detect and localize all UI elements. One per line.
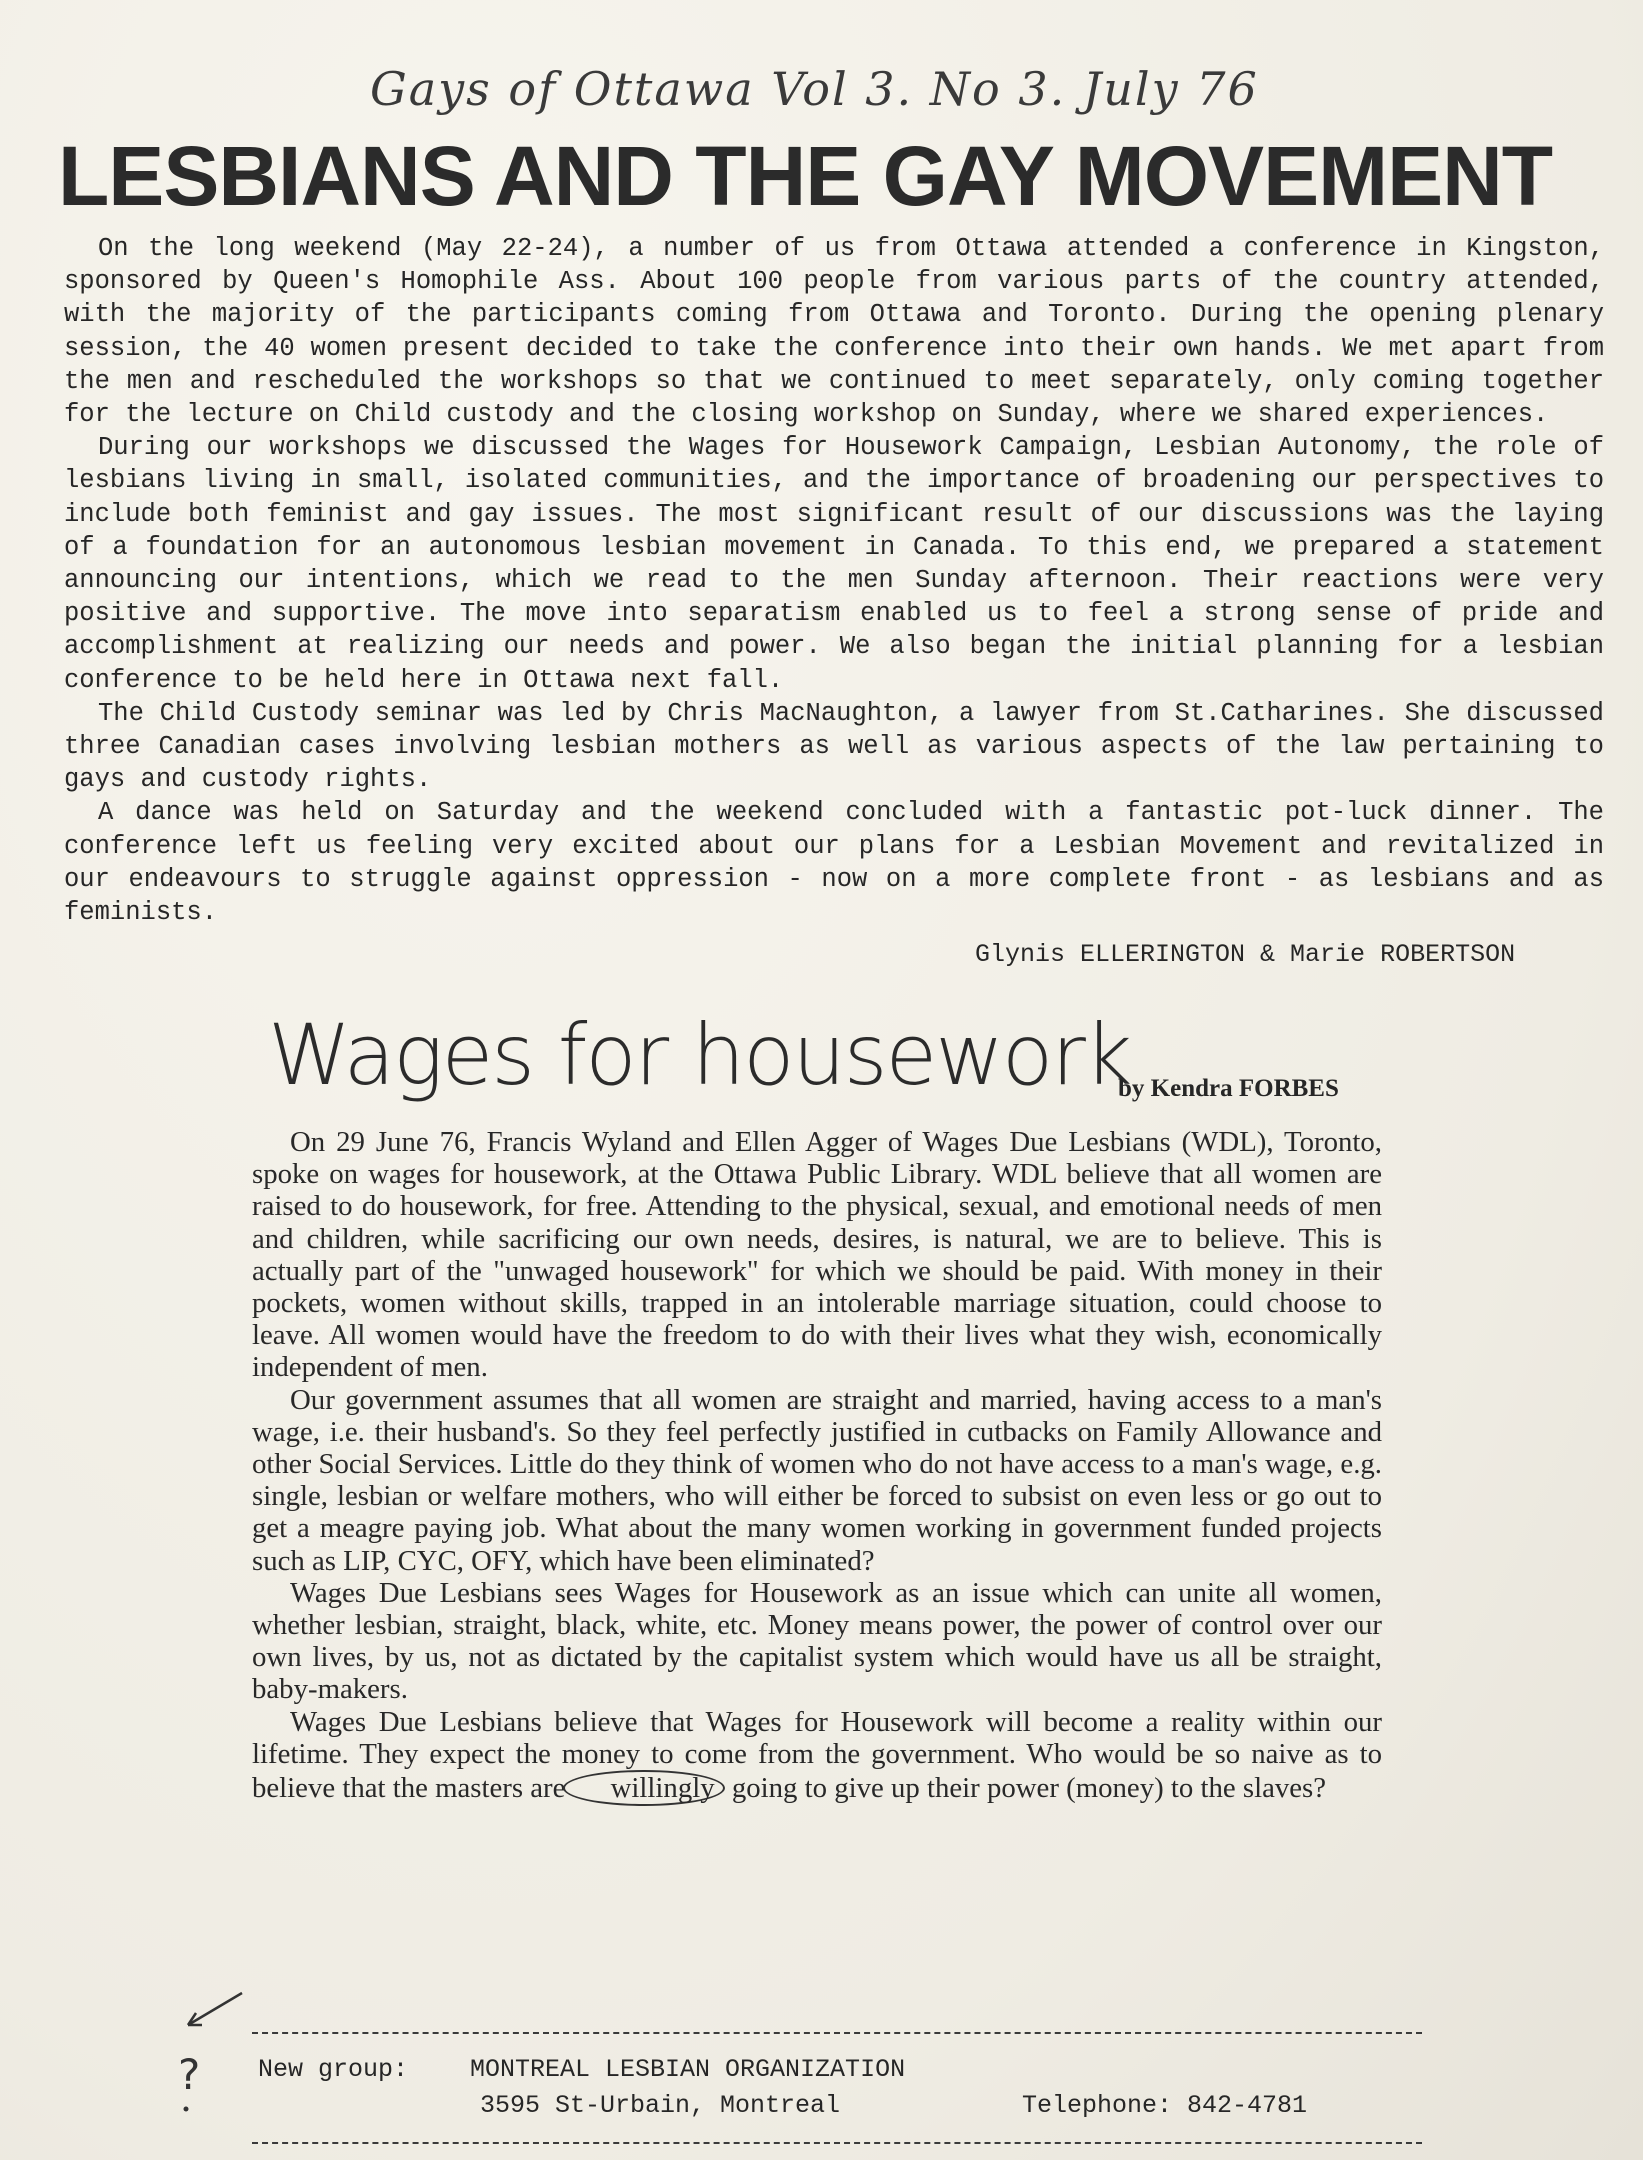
headline: LESBIANS AND THE GAY MOVEMENT xyxy=(58,129,1553,223)
handwritten-annotation: Gays of Ottawa Vol 3. No 3. July 76 xyxy=(370,62,1259,116)
article1-paragraph: During our workshops we discussed the Wages for Housework Campaign, Lesbian Autonomy, the role of lesbians living in small, isolated communities, and the importance of broadening our perspectives to include both feminist and gay issues. The most significant result of our discussions was the laying of a foundation for an autonomous lesbian movement in Canada. To this end, we prepared a statement announcing our intentions, which we read to the men Sunday afternoon. Their reactions were very positive and supportive. The move into separatism enabled us to feel a strong sense of pride and accomplishment at realizing our needs and power. We also began the initial planning for a lesbian conference to be held here in Ottawa next fall. xyxy=(64,433,1604,695)
article2-paragraph: Wages Due Lesbians sees Wages for Housework as an issue which can unite all women, whether lesbian, straight, black, white, etc. Money means power, the power of control over our own lives, by us, not as dictated by the capitalist system which would have us all be straight, baby-makers. xyxy=(252,1576,1382,1706)
article-lesbians-gay-movement xyxy=(64,232,1604,929)
circled-word: willingly xyxy=(563,1770,725,1806)
article2-byline: by Kendra FORBES xyxy=(1118,1075,1339,1102)
handwritten-arrow-icon xyxy=(160,1985,250,2115)
question-mark: ? xyxy=(178,2050,201,2099)
article1-byline: Glynis ELLERINGTON & Marie ROBERTSON xyxy=(975,940,1516,969)
article2-title: Wages for housework xyxy=(268,1006,1131,1104)
footer-telephone: Telephone: 842-4781 xyxy=(1022,2091,1308,2120)
article2-paragraph: On 29 June 76, Francis Wyland and Ellen Agger of Wages Due Lesbians (WDL), Toronto, spoke on wages for housework, at the Ottawa Public Library. WDL believe that all women are raised to do housework, for free. Attending to the physical, sexual, and emotional needs of men and children, while sacrificing our own needs, desires, is natural, we are to believe. This is actually part of the "unwaged housework" for which we should be paid. With money in their pockets, women without skills, trapped in an intolerable marriage situation, could choose to leave. All women would have the freedom to do with their lives what they wish, economically independent of men. xyxy=(252,1126,1382,1384)
divider-top xyxy=(252,2032,1422,2034)
article2-paragraph: Our government assumes that all women are straight and married, having access to a man's wage, i.e. their husband's. So they feel perfectly justified in cutbacks on Family Allowance and other Social Services. Little do they think of women who do not have access to a man's wage, e.g. single, lesbian or welfare mothers, who will either be forced to subsist on even less or go out to get a meagre paying job. What about the many women working in government funded projects such as LIP, CYC, OFY, which have been eliminated? xyxy=(252,1383,1382,1577)
article-wages-for-housework xyxy=(252,1126,1382,1806)
article1-paragraph: On the long weekend (May 22-24), a number of us from Ottawa attended a conference in Kingston, sponsored by Queen's Homophile Ass. About 100 people from various parts of the country attended, with the majority of the participants coming from Ottawa and Toronto. During the opening plenary session, the 40 women present decided to take the conference into their own hands. We met apart from the men and rescheduled the workshops so that we continued to meet separately, only coming together for the lecture on Child custody and the closing workshop on Sunday, where we shared experiences. xyxy=(64,234,1604,430)
divider-bottom xyxy=(252,2142,1422,2144)
footer-label: New group: xyxy=(258,2055,409,2084)
article1-paragraph: A dance was held on Saturday and the weekend concluded with a fantastic pot-luck dinner. The conference left us feeling very excited about our plans for a Lesbian Movement and revitalized in our endeavours to struggle against oppression - now on a more complete front - as lesbians and as feminists. xyxy=(64,798,1604,928)
footer-address: 3595 St-Urbain, Montreal xyxy=(480,2091,841,2120)
footer-organization: MONTREAL LESBIAN ORGANIZATION xyxy=(470,2055,906,2084)
article2-last-end: going to give up their power (money) to the slaves? xyxy=(731,1772,1327,1805)
article2-paragraph xyxy=(252,1706,1382,1807)
article2-last-start: Wages Due Lesbians believe that Wages for Housework will become a reality within our lifetime. They expect the money to come from the government. Who would be so naive as to believe that the masters are xyxy=(252,1705,1382,1805)
article1-paragraph: The Child Custody seminar was led by Chris MacNaughton, a lawyer from St.Catharines. She discussed three Canadian cases involving lesbian mothers as well as various aspects of the law pertaining to gays and custody rights. xyxy=(64,698,1604,795)
